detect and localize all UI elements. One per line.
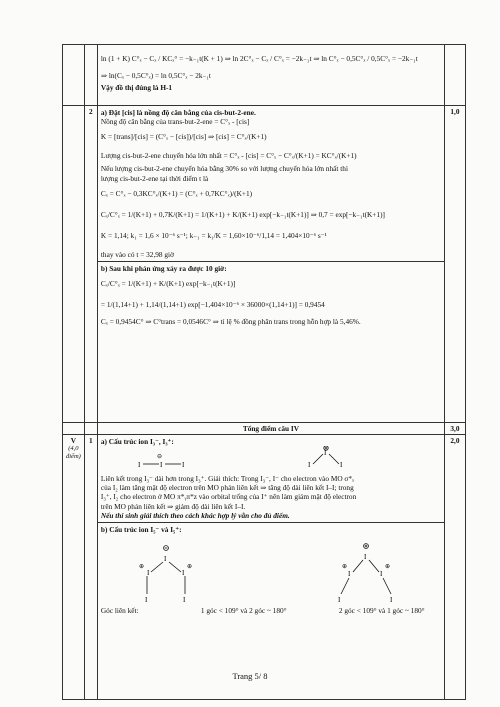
score-cell: 1,0 <box>444 106 465 423</box>
conclusion-text: Vậy đồ thị đúng là H-1 <box>100 83 173 93</box>
bond-line <box>369 560 379 572</box>
equation-line: K = [trans]/[cis] = (C°ₓ − [cis])/[cis] ⇒ [cis] = C°ₓ/(K+1) <box>100 132 267 142</box>
text-line: Nồng độ cân bằng của trans-but-2-ene = C°ₓ - [cis] <box>100 117 250 127</box>
atom-label: I <box>323 449 327 458</box>
answer-cell <box>97 435 444 700</box>
continuation-cell <box>97 45 444 106</box>
bond-line <box>169 562 181 572</box>
angle-left: 1 góc < 109° và 2 góc ~ 180° <box>200 605 287 615</box>
lone-pair-dots: ⊕ <box>138 563 144 570</box>
atom-label: I <box>146 568 150 577</box>
bond-line <box>313 454 323 464</box>
atom-label: I <box>307 461 311 470</box>
text-line: Cₓ = 0,9454C° ⇒ C°trans = 0,0546C° ⇒ tỉ lệ % đồng phân trans trong hỗn hợp là 5,46%. <box>100 317 361 327</box>
total-label: Tổng điểm câu IV <box>97 423 444 435</box>
text-line: Nếu lượng cis-but-2-ene chuyển hóa bằng 30% so với lượng chuyển hóa lớn nhất thì <box>100 164 348 174</box>
explanation-line: Liên kết trong I₃⁻ dài hơn trong I₃⁺. Giải thích: Trong I₃⁻, I⁻ cho electron vào MO σ*ₓ <box>100 474 355 484</box>
part-b-title: b) Cấu trúc ion I₅⁻ và I₅⁺: <box>100 524 182 534</box>
part-a-title: a) Đặt [cis] là nồng độ cân bằng của cis-but-2-ene. <box>100 108 256 117</box>
equation-line: ln (1 + K) C°ₓ − Cₓ / KCₓ° = −k₋₁t(K + 1) ⇒ ln 2C°ₓ − Cₓ / C°ₓ = −2k₋₁t ⇒ ln C°ₓ − 0,5C°ₓ / 0,5C°ₓ = −2k₋₁t <box>100 54 418 63</box>
part-b-title: b) Sau khi phản ứng xảy ra được 10 giờ: <box>100 264 227 274</box>
atom-label: I <box>163 554 167 563</box>
question-number: 1 <box>84 435 97 700</box>
explanation-line: của I₂ làm tăng mật độ electron trên MO phản liên kết ⇒ tăng độ dài liên kết I–I; trong <box>100 483 354 493</box>
page-footer: Trang 5/ 8 <box>232 671 268 681</box>
atom-label: I <box>389 595 393 604</box>
equation-line: Cₓ/C°ₓ = 1/(K+1) + K/(K+1) exp[−k₋₁t(K+1)] <box>100 279 236 289</box>
answer-cell <box>97 106 444 423</box>
bond-line <box>341 578 349 594</box>
answer-table <box>62 44 466 700</box>
i3-structure-diagram <box>101 446 441 474</box>
equation-line: Cₓ = C°ₓ − 0,3KC°ₓ/(K+1) = (C°ₓ + 0,7KC°ₓ)/(K+1) <box>100 188 253 198</box>
grading-note: Nếu thí sinh giải thích theo cách khác hợp lý vẫn cho đủ điểm. <box>100 510 290 520</box>
bond-line <box>329 454 339 464</box>
atom-label: I <box>181 461 185 470</box>
bond-line <box>383 578 391 594</box>
section-roman: V <box>70 436 77 446</box>
explanation-line: I₃⁺, I₂ cho electron ở MO π*ᵧπ*z vào orbital trống của I⁺ nên làm giảm mật độ electron <box>100 492 357 502</box>
equation-line: ⇒ ln(Cₓ − 0,5C°ₓ) = ln 0,5C°ₓ − 2k₋₁t <box>100 71 211 81</box>
table-row <box>63 45 466 106</box>
bond-line <box>353 560 363 572</box>
total-score: 3,0 <box>444 423 465 435</box>
equation-line: K = 1,14; k₁ = 1,6 × 10⁻⁶ s⁻¹; k₋₁ = k₁/K = 1,60×10⁻⁶/1,14 = 1,404×10⁻⁶ s⁻¹ <box>100 230 327 240</box>
score-cell: 2,0 <box>444 435 465 700</box>
atom-label: I <box>181 568 185 577</box>
bond-angle-row <box>101 606 441 615</box>
atom-label: I <box>137 461 141 470</box>
table-row <box>63 435 466 700</box>
text-line: thay vào có t = 32,98 giờ <box>100 249 174 259</box>
bond-line <box>151 562 163 572</box>
section-label-cell <box>63 435 85 700</box>
atom-label: I <box>339 461 343 470</box>
lone-pair-dots: ⊕ <box>384 563 390 570</box>
part-a-title: a) Cấu trúc ion I₃⁻, I₃⁺: <box>100 437 174 447</box>
atom-label: I <box>337 595 341 604</box>
lone-pair-dots: ⊕ <box>186 563 192 570</box>
angle-label: Góc liên kết: <box>100 605 139 615</box>
table-row <box>63 423 466 435</box>
minus-charge-icon: ⊖ <box>156 454 162 461</box>
table-row <box>63 106 466 423</box>
text-line: lượng cis-but-2-ene tại thời điểm t là <box>100 173 209 183</box>
equation-line: Cₓ/C°ₓ = 1/(K+1) + 0,7K/(K+1) = 1/(K+1) + K/(K+1) exp[−k₋₁t(K+1)] ⇒ 0,7 = exp[−k₋₁t(K+1)] <box>100 209 385 219</box>
question-number: 2 <box>84 106 97 423</box>
explanation-line: trên MO phản liên kết ⇒ giảm độ dài liên kết I–I. <box>100 501 246 511</box>
atom-label: I <box>182 595 186 604</box>
text-line: Lượng cis-but-2-ene chuyển hóa lớn nhất = C°ₓ - [cis] = C°ₓ − C°ₓ/(K+1) = KC°ₓ/(K+1) <box>100 151 357 161</box>
atom-label: I <box>159 461 163 470</box>
section-points: (4,0 điểm) <box>66 445 81 461</box>
atom-label: I <box>347 569 351 578</box>
i5-structure-diagram <box>101 534 441 606</box>
atom-label: I <box>363 552 367 561</box>
angle-right: 2 góc < 109° và 1 góc ~ 180° <box>338 605 425 615</box>
lone-pair-dots: ⊕ <box>341 563 347 570</box>
atom-label: I <box>144 595 148 604</box>
equation-line: = 1/(1,14+1) + 1,14/(1,14+1) exp[−1,404×10⁻⁶ × 36000×(1,14+1)] = 0,9454 <box>100 300 325 310</box>
atom-label: I <box>379 569 383 578</box>
